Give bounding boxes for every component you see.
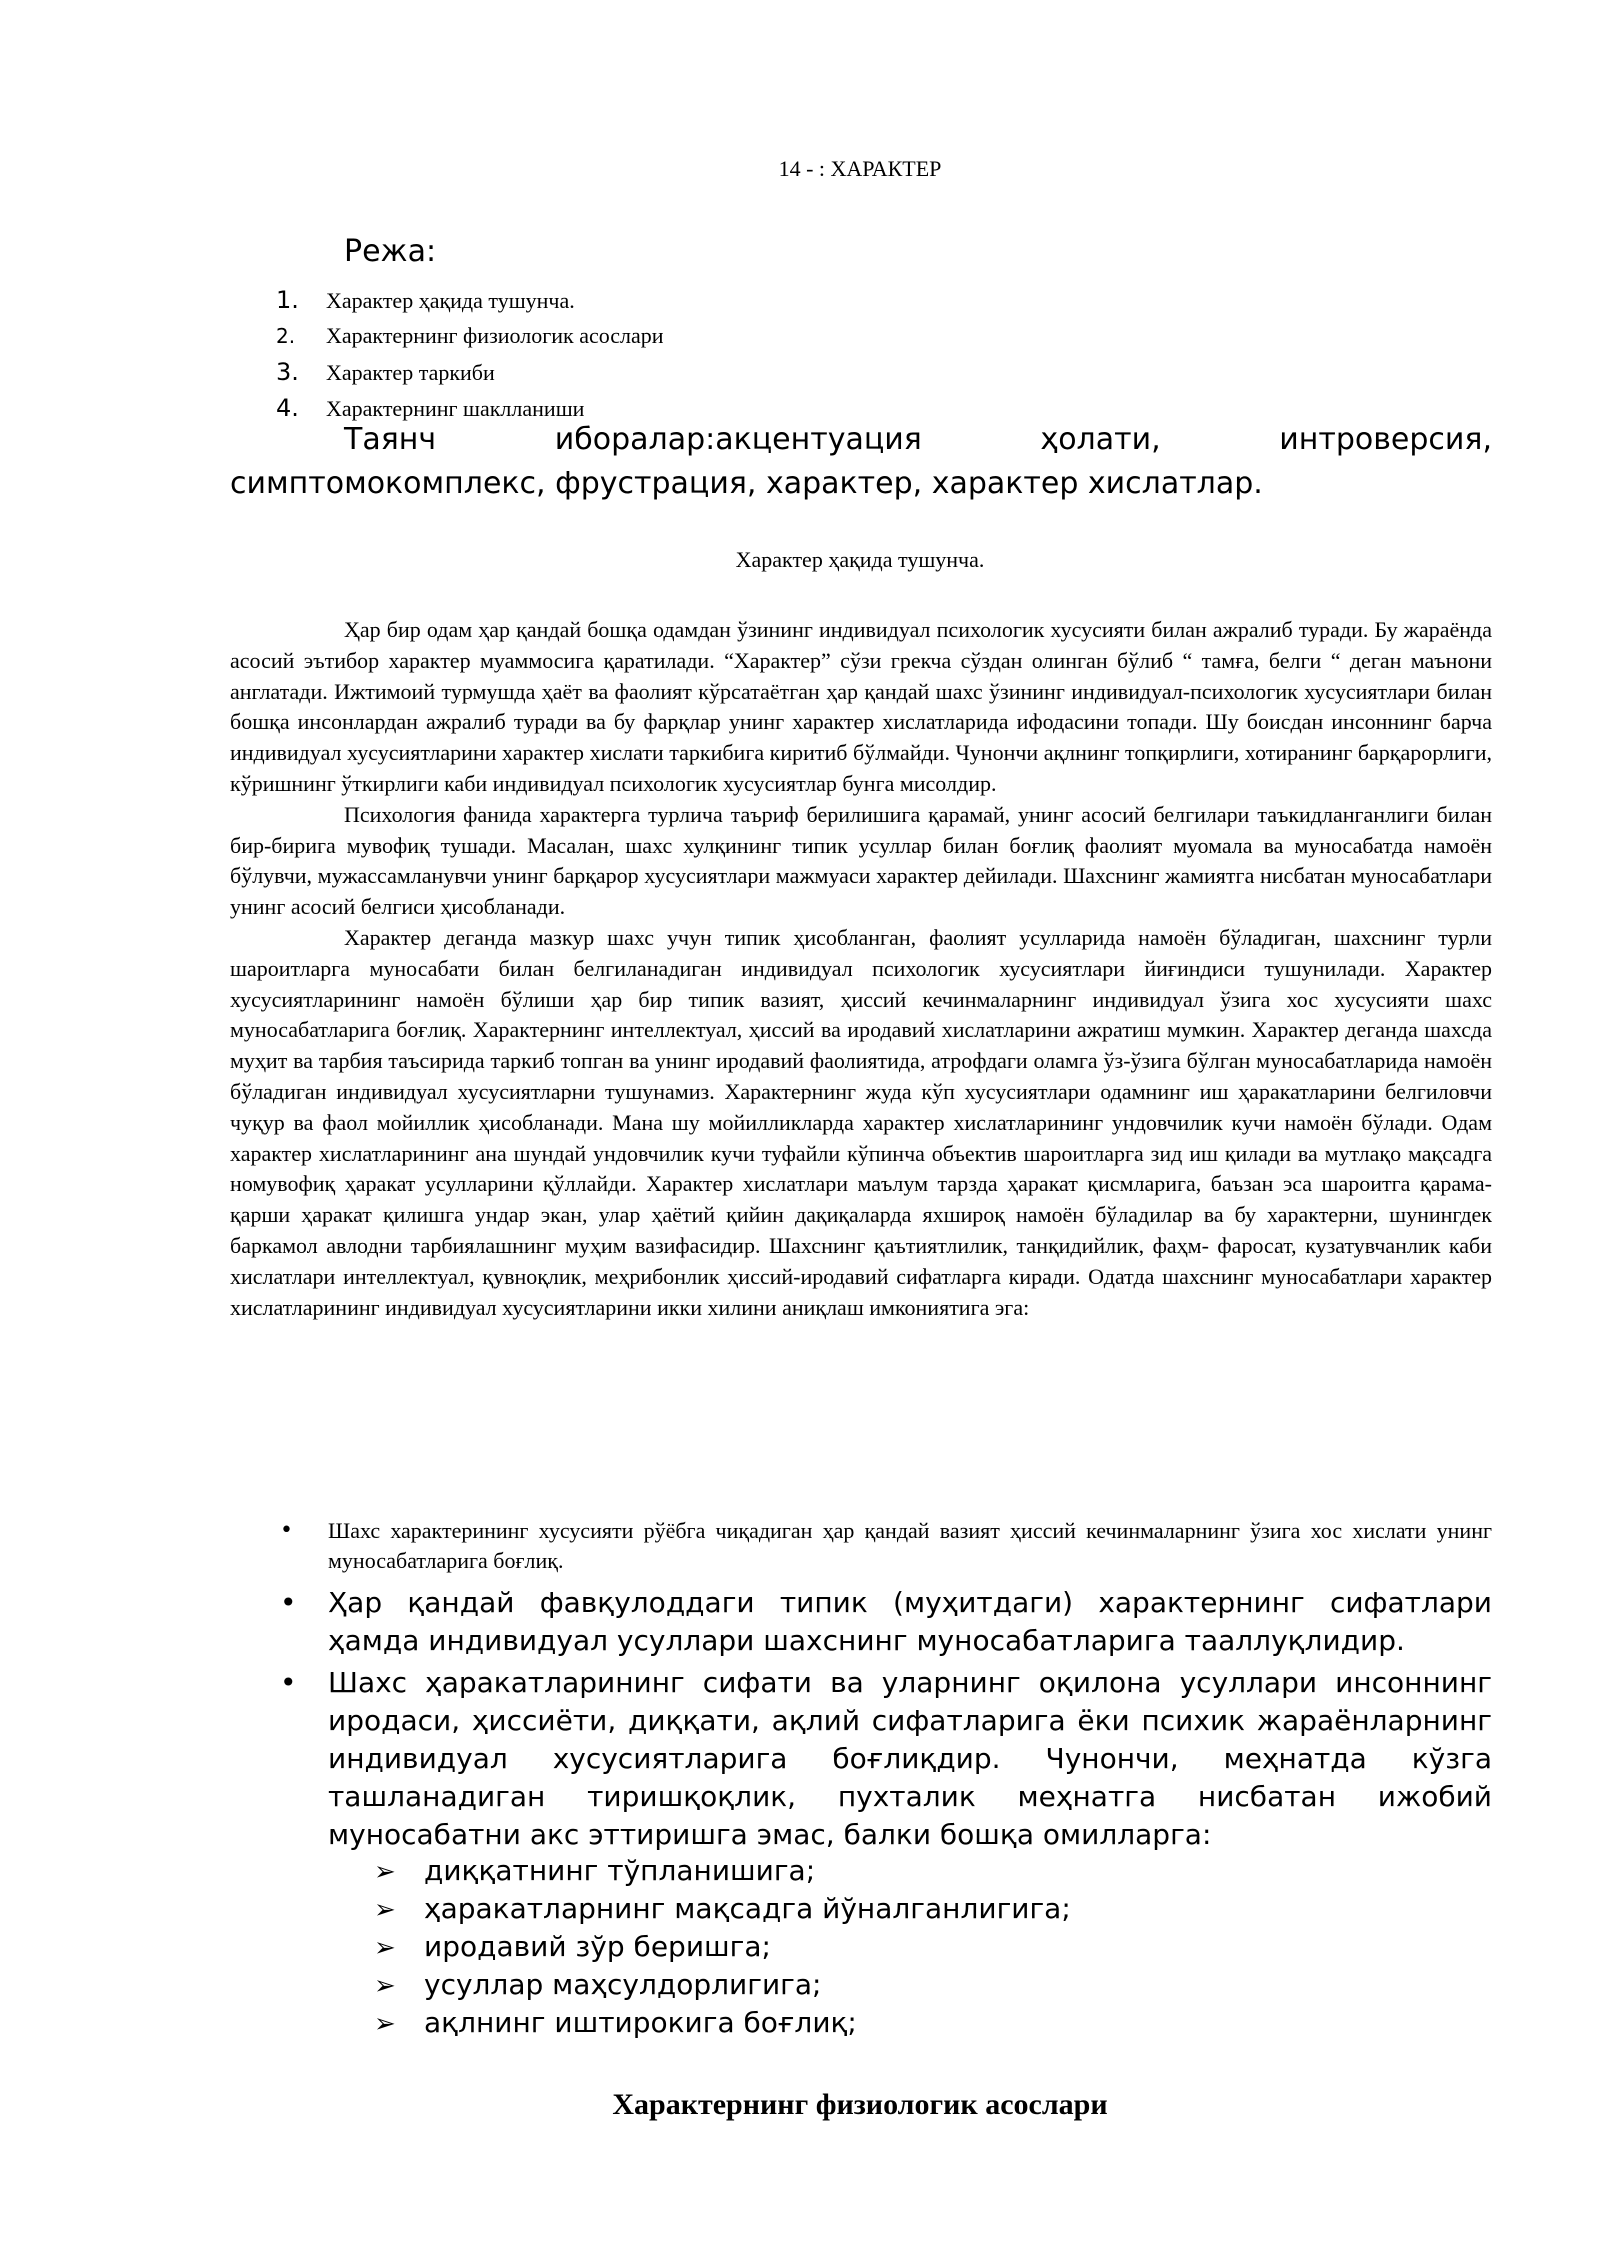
section-heading: Характернинг физиологик асослари	[612, 2088, 1108, 2121]
arrow-bullet-icon: ➢	[374, 1933, 396, 1963]
sub-item-list	[374, 1852, 1071, 2042]
bullet-text: Шахс ҳаракатларининг сифати ва уларнинг оқилона усуллари инсоннинг иродаси, ҳиссиёти, диққати, ақлий сифатларига ёки психик жараёнларнинг индивидуал хусусиятларига боғлиқдир. Чунончи, меҳнатда кўзга ташланадиган тиришқоқлик, пухталик меҳнатга нисбатан ижобий муносабатни акс эттиришга эмас, балки бошқа омилларга:	[328, 1666, 1492, 1851]
arrow-bullet-icon: ➢	[374, 1971, 396, 2001]
sub-item-text: ҳаракатларнинг мақсадга йўналганлигига;	[424, 1892, 1071, 1925]
plan-item	[276, 354, 664, 390]
plan-item-text: Характернинг шаклланиши	[326, 396, 585, 421]
sub-item-text: ақлнинг иштирокига боғлиқ;	[424, 2006, 857, 2039]
bullet-icon: •	[280, 1666, 297, 1699]
arrow-bullet-icon: ➢	[374, 2009, 396, 2039]
plan-heading: Режа:	[344, 234, 437, 269]
sub-item	[374, 2004, 1071, 2042]
plan-item-text: Характернинг физиологик асослари	[326, 323, 664, 348]
arrow-bullet-icon: ➢	[374, 1895, 396, 1925]
bullet-icon: •	[280, 1518, 293, 1543]
keywords-line: симптомокомплекс, фрустрация, характер, характер хислатлар.	[230, 466, 1263, 501]
bullet-text: Шахс характерининг хусусияти рўёбга чиқадиган ҳар қандай вазият ҳиссий кечинмаларнинг ўзига хос хислати унинг муносабатларига боғлиқ.	[328, 1518, 1492, 1573]
keywords-line: Таянч иборалар:акцентуация ҳолати, интроверсия,	[344, 422, 1492, 457]
bullet-item	[280, 1664, 1492, 1854]
sub-item	[374, 1928, 1071, 1966]
plan-item-number: 3.	[276, 358, 299, 386]
bullet-text: Ҳар қандай фавқулоддаги типик (муҳитдаги) характернинг сифатлари ҳамда индивидуал усуллари шахснинг муносабатларига тааллуқлидир.	[328, 1586, 1492, 1657]
plan-item-text: Характер ҳақида тушунча.	[326, 288, 575, 313]
sub-item-text: иродавий зўр беришга;	[424, 1930, 771, 1963]
arrow-bullet-icon: ➢	[374, 1857, 396, 1887]
sub-item-text: диққатнинг тўпланишига;	[424, 1854, 816, 1887]
sub-item	[374, 1966, 1071, 2004]
plan-item	[276, 318, 664, 354]
paragraph: Характер деганда мазкур шахс учун типик ҳисобланган, фаолият усулларида намоён бўладиган, шахснинг турли шароитларга муносабати билан белгиланадиган индивидуал психологик хусусиятлари йиғиндиси тушунилади. Характер хусусиятларининг намоён бўлиши ҳар бир типик вазият, ҳиссий кечинмаларнинг индивидуал ўзига хос хусусияти шахс муносабатларига боғлиқ. Характернинг интеллектуал, ҳиссий ва иродавий хислатларини ажратиш мумкин. Характер деганда шахсда муҳит ва тарбия таъсирида таркиб топган ва унинг иродавий фаолиятида, атрофдаги оламга ўз-ўзига бўлган муносабатларида намоён бўладиган индивидуал хусусиятларни тушунамиз. Характернинг жуда кўп хусусиятлари одамнинг иш ҳаракатларини белгиловчи чуқур ва фаол мойиллик ҳисобланади. Мана шу мойилликларда характер хислатларининг ундовчилик кучи намоён бўлади. Одам характер хислатларининг ана шундай ундовчилик кучи туфайли кўпинча объектив шароитларга зид иш қилади ва мутлақо мақсадга номувофиқ ҳаракат усулларини қўллайди. Характер хислатлари маълум тарзда ҳаракат қисмларига, баъзан эса шароитга қарама-қарши ҳаракат қилишга ундар экан, улар ҳаётий қийин дақиқаларда яхшироқ намоён бўладилар ва бу характерни, шунингдек баркамол авлодни тарбиялашнинг муҳим вазифасидир. Шахснинг қаътиятлилик, танқидийлик, фаҳм- фаросат, кузатувчанлик каби хислатлари интеллектуал, қувноқлик, меҳрибонлик ҳиссий-иродавий сифатларга киради. Одатда шахснинг муносабатлари характер хислатларининг индивидуал хусусиятларини икки хилини аниқлаш имкониятига эга:	[230, 924, 1492, 1320]
sub-item	[374, 1852, 1071, 1890]
bullet-item	[280, 1516, 1492, 1576]
section-subtitle: Характер ҳақида тушунча.	[735, 547, 985, 572]
bullet-list	[280, 1516, 1492, 1858]
plan-item-number: 2.	[276, 324, 296, 348]
plan-item-number: 1.	[276, 286, 299, 314]
plan-item-number: 4.	[276, 394, 299, 422]
plan-list	[276, 282, 664, 426]
bullet-icon: •	[280, 1586, 297, 1619]
body-text	[230, 615, 1492, 1323]
paragraph: Ҳар бир одам ҳар қандай бошқа одамдан ўзининг индивидуал психологик хусусияти билан ажралиб туради. Бу жараёнда асосий эътибор характер муаммосига қаратилади. “Характер” сўзи грекча сўздан олинган бўлиб “ тамға, белги “ деган маънони англатади. Ижтимоий турмушда ҳаёт ва фаолият кўрсатаётган ҳар қандай шахс ўзининг индивидуал-психологик хусусиятлари билан бошқа инсонлардан ажралиб туради ва бу фарқлар унинг характер хислатларида ифодасини топади. Шу боисдан инсоннинг барча индивидуал хусусиятларини характер хислати таркибига киритиб бўлмайди. Чунончи ақлнинг топқирлиги, хотиранинг барқарорлиги, кўришнинг ўткирлиги каби индивидуал психологик хусусиятлар бунга мисолдир.	[230, 617, 1492, 796]
keywords-block	[230, 418, 1492, 506]
plan-item-text: Характер таркиби	[326, 360, 495, 385]
sub-item-text: усуллар маҳсулдорлигига;	[424, 1968, 822, 2001]
plan-item	[276, 282, 664, 318]
sub-item	[374, 1890, 1071, 1928]
paragraph: Психология фанида характерга турлича таъриф берилишига қарамай, унинг асосий белгилари таъкидланганлиги билан бир-бирига мувофиқ тушади. Масалан, шахс хулқининг типик усуллар билан боғлиқ фаолият муомала ва муносабатда намоён бўлувчи, мужассамланувчи унинг барқарор хусусиятлари мажмуаси характер дейилади. Шахснинг жамиятга нисбатан муносабатлари унинг асосий белгиси ҳисобланади.	[230, 801, 1492, 920]
document-title: 14 - : ХАРАКТЕР	[778, 156, 942, 181]
bullet-item	[280, 1584, 1492, 1660]
